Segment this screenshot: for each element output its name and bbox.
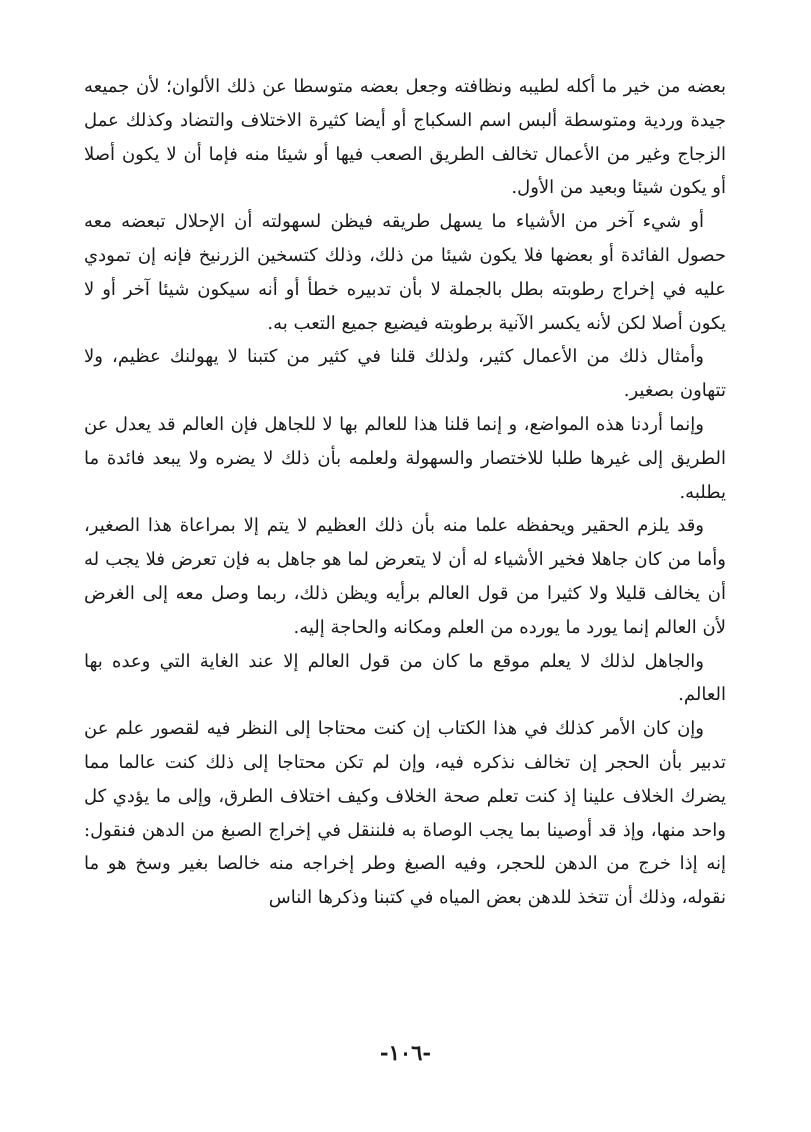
paragraph-6: والجاهل لذلك لا يعلم موقع ما كان من قول العالم إلا عند الغاية التي وعده بها العالم. [84, 650, 726, 706]
paragraph-7: وإن كان الأمر كذلك في هذا الكتاب إن كنت محتاجا إلى النظر فيه لقصور علم عن تدبير بأن الحجر إن تخالف نذكره فيه، وإن لم تكن محتاجا إلى ذلك كنت عالما مما يضرك الخلاف علينا إذ كنت تعلم صحة الخلاف وكيف اختلاف الطرق، وإلى ما يؤدي كل واحد منها، وإذ قد أوصينا بما يجب الوصاة به فلننقل في إخراج الصبغ من الدهن فنقول: إنه إذا خرج من الدهن للحجر، وفيه الصبغ وطر إخراجه منه خالصا بغير وسخ هو ما نقوله، وذلك أن تتخذ للدهن بعض المياه في كتبنا وذكرها الناس [84, 718, 726, 909]
paragraph-1: بعضه من خير ما أكله لطيبه ونظافته وجعل بعضه متوسطا عن ذلك الألوان؛ لأن جميعه جيدة وردية ومتوسطة ألبس اسم السكباج أو أيضا كثيرة الاختلاف والتضاد وكذلك عمل الزجاج وغير من الأعمال تخالف الطريق الصعب فيها أو شيئا منه فإما أن لا يكون أصلا أو يكون شيئا وبعيد من الأول. [84, 76, 726, 199]
paragraph-4: وإنما أردنا هذه المواضع، و إنما قلنا هذا للعالم بها لا للجاهل فإن العالم قد يعدل عن الطريق إلى غيرها طلبا للاختصار والسهولة ولعلمه بأن ذلك لا يضره ولا يبعد فائدة ما يطلبه. [84, 413, 726, 503]
paragraph-3: وأمثال ذلك من الأعمال كثير، ولذلك قلنا في كثير من كتبنا لا يهولنك عظيم، ولا تتهاون بصغير. [84, 346, 726, 402]
paragraph-5: وقد يلزم الحقير ويحفظه علما منه بأن ذلك العظيم لا يتم إلا بمراعاة هذا الصغير، وأما من كان جاهلا فخير الأشياء له أن لا يتعرض لما هو جاهل به فإن تعرض فلا يجب له أن يخالف قليلا ولا كثيرا من قول العالم برأيه ويظن ذلك، ربما وصل معه إلى الغرض لأن العالم إنما يورد ما يورده من العلم ومكانه والحاجة إليه. [84, 515, 726, 638]
body-text [84, 70, 726, 915]
paragraph-2: أو شيء آخر من الأشياء ما يسهل طريقه فيظن لسهولته أن الإحلال تبعضه معه حصول الفائدة أو بعضها فلا يكون شيئا من ذلك، وذلك كتسخين الزرنيخ فإنه إن تمودي عليه في إخراج رطوبته بطل بالجملة لا بأن تدبيره خطأ أو أنه سيكون شيئا آخر أو لا يكون أصلا لكن لأنه يكسر الآنية برطوبته فيضيع جميع التعب به. [84, 211, 726, 334]
page-number: -١٠٦- [379, 1040, 432, 1065]
